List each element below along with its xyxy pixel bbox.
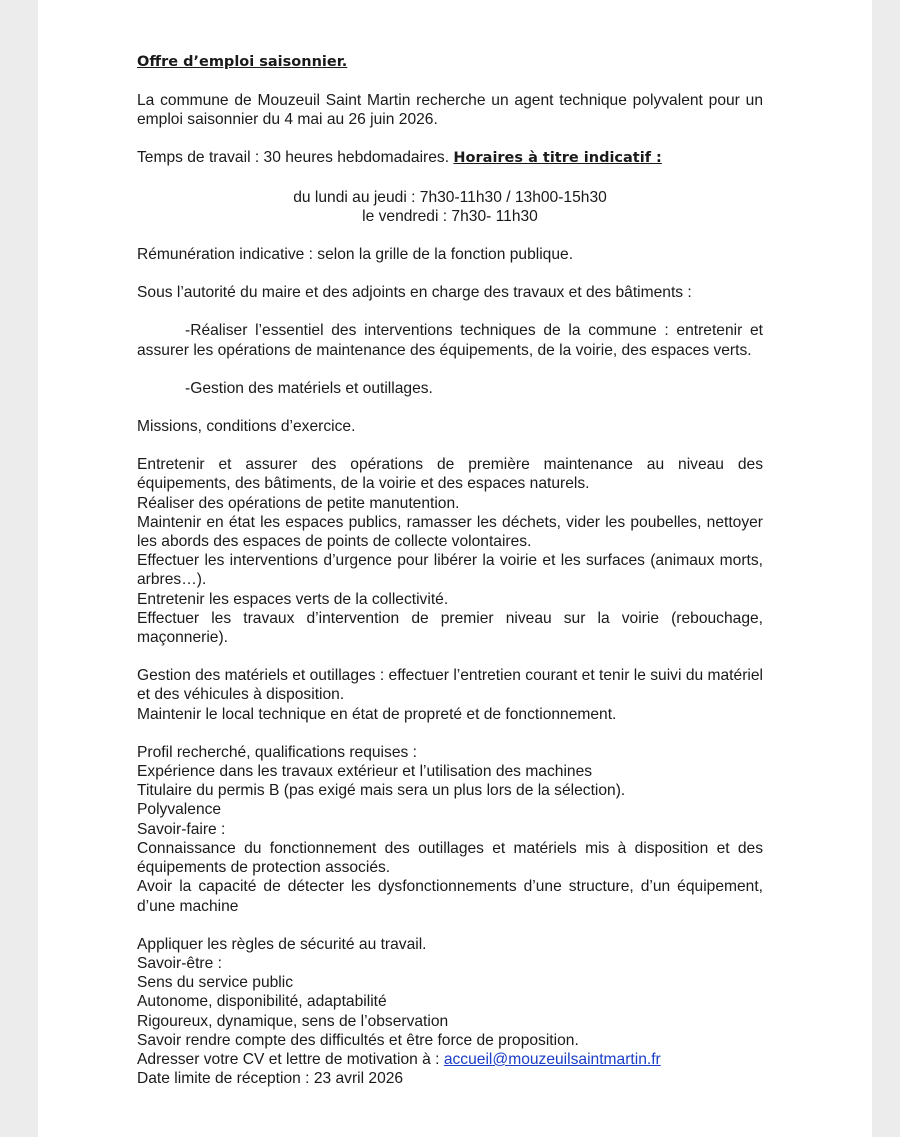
remuneration-paragraph: Rémunération indicative : selon la grille de la fonction publique. [137,246,574,264]
profile-item: Avoir la capacité de détecter les dysfonctionnements d’une structure, d’un équipement, d’une machine [137,878,763,915]
missions-list [137,455,763,647]
mission-item: Entretenir les espaces verts de la collectivité. [137,590,449,608]
profile-item: Polyvalence [137,801,222,819]
mission-item: Effectuer les travaux d’intervention de premier niveau sur la voirie (rebouchage, maçonnerie). [137,609,763,647]
schedule-block [137,188,763,226]
mission-item: Entretenir et assurer des opérations de première maintenance au niveau des équipements, des bâtiments, de la voirie et des espaces naturels. [137,456,763,493]
savoir-faire-heading: Savoir-faire : [137,820,226,838]
equipment-management-block [137,666,763,724]
soft-skill-item: Savoir rendre compte des difficultés et être force de proposition. [137,1031,579,1049]
task-paragraph: -Gestion des matériels et outillages. [185,379,433,397]
missions-heading: Missions, conditions d’exercice. [137,418,356,436]
mission-item: Réaliser des opérations de petite manutention. [137,494,460,512]
equipment-item: Gestion des matériels et outillages : effectuer l’entretien courant et tenir le suivi du matériel et des véhicules à disposition. [137,667,763,704]
document-page [38,0,872,1137]
profile-heading: Profil recherché, qualifications requises : [137,743,417,761]
work-time-text: Temps de travail : 30 heures hebdomadaires. [137,149,450,167]
schedule-heading: Horaires à titre indicatif : [453,150,662,167]
authority-paragraph: Sous l’autorité du maire et des adjoints en charge des travaux et des bâtiments : [137,284,692,302]
schedule-line: le vendredi : 7h30- 11h30 [362,207,538,225]
document-body [137,53,763,1088]
document-title: Offre d’emploi saisonnier. [137,54,348,70]
savoir-etre-heading: Savoir-être : [137,954,222,972]
soft-skill-item: Sens du service public [137,974,294,992]
soft-skills-block [137,935,763,1089]
contact-line [137,1050,763,1069]
task-paragraph: -Réaliser l’essentiel des interventions techniques de la commune : entretenir et assurer les opérations de maintenance des équipements, de la voirie, des espaces verts. [137,322,763,359]
soft-skill-item: Rigoureux, dynamique, sens de l’observation [137,1012,449,1030]
work-time-paragraph [137,148,763,168]
profile-item: Connaissance du fonctionnement des outillages et matériels mis à disposition et des équipements de protection associés. [137,839,763,877]
contact-email-link[interactable]: accueil@mouzeuilsaintmartin.fr [443,1050,661,1068]
schedule-line: du lundi au jeudi : 7h30-11h30 / 13h00-15h30 [293,188,607,206]
profile-block [137,743,763,916]
profile-item: Titulaire du permis B (pas exigé mais sera un plus lors de la sélection). [137,782,626,800]
soft-skill-item: Autonome, disponibilité, adaptabilité [137,993,387,1011]
contact-label: Adresser votre CV et lettre de motivation à : [137,1050,440,1068]
safety-item: Appliquer les règles de sécurité au travail. [137,935,427,953]
profile-item: Expérience dans les travaux extérieur et l’utilisation des machines [137,763,593,781]
intro-paragraph: La commune de Mouzeuil Saint Martin recherche un agent technique polyvalent pour un emploi saisonnier du 4 mai au 26 juin 2026. [137,92,763,129]
mission-item: Maintenir en état les espaces publics, ramasser les déchets, vider les poubelles, nettoyer les abords des espaces de points de collecte volontaires. [137,513,763,551]
deadline-line: Date limite de réception : 23 avril 2026 [137,1070,404,1088]
mission-item: Effectuer les interventions d’urgence pour libérer la voirie et les surfaces (animaux morts, arbres…). [137,552,763,589]
equipment-item: Maintenir le local technique en état de propreté et de fonctionnement. [137,705,617,723]
